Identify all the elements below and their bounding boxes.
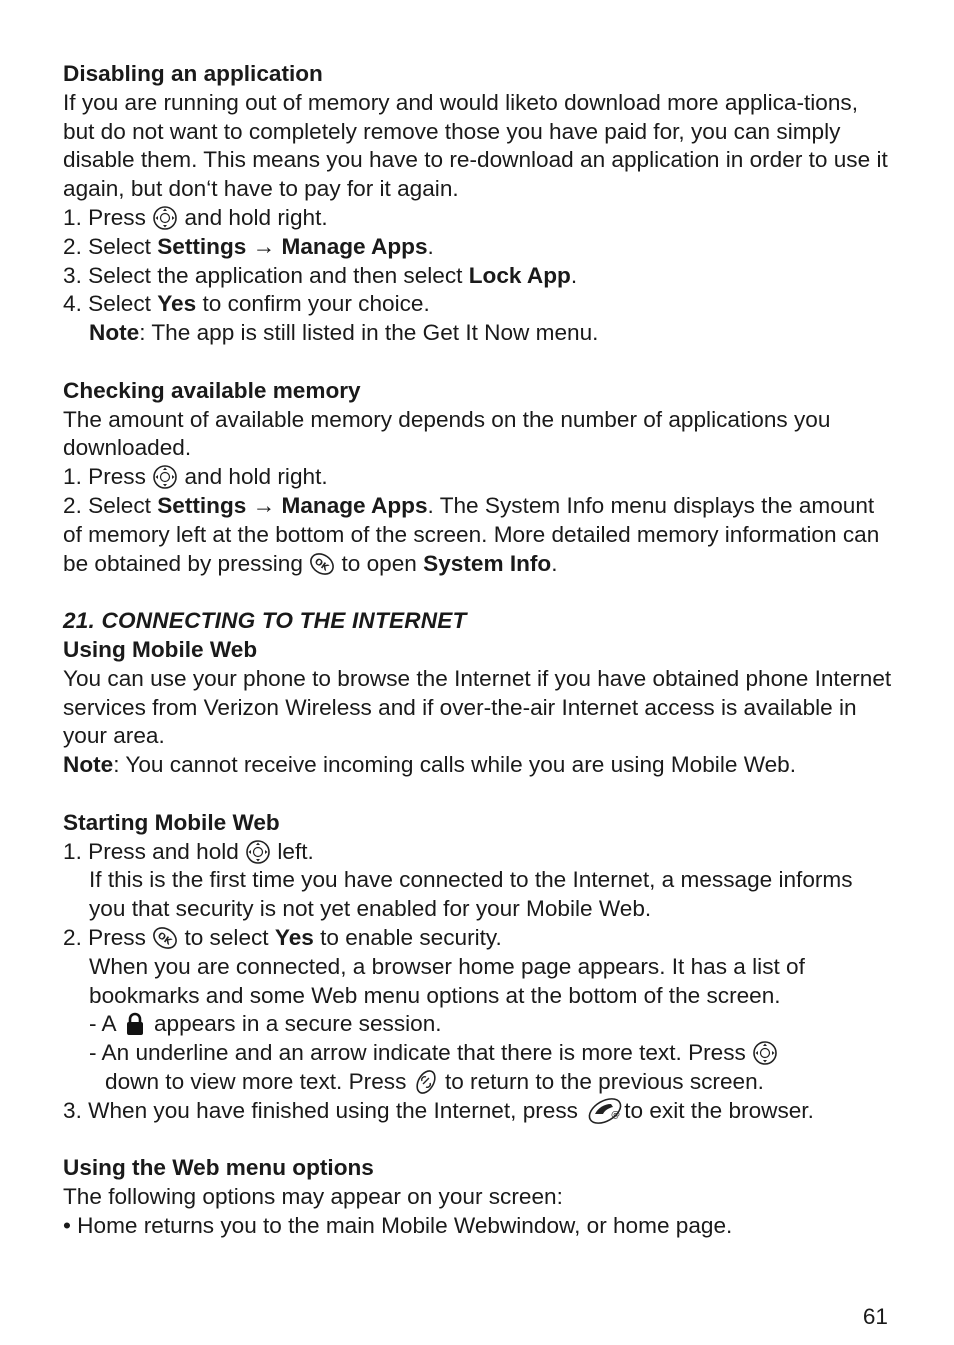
svg-text:OK: OK <box>155 930 174 948</box>
step-text: . <box>570 262 578 288</box>
bullet-more-text-cont <box>63 1068 893 1097</box>
step-text: 3. When you have finished using the Internet, press <box>63 1097 578 1123</box>
note-disabling <box>63 319 893 348</box>
step-text: to select <box>184 924 269 950</box>
arrow-icon: → <box>252 233 276 259</box>
step-2-disabling <box>63 233 893 262</box>
lock-icon <box>122 1011 148 1037</box>
step-4-disabling <box>63 290 893 319</box>
ok-key-icon <box>309 551 335 577</box>
section-heading-memory: Checking available memory <box>63 377 361 403</box>
nav-key-icon <box>152 205 178 231</box>
manual-page <box>63 60 893 1241</box>
note-label: Note <box>89 320 140 346</box>
step-text: 2. Press <box>63 924 146 950</box>
step-text: 1. Press <box>63 204 146 230</box>
paragraph-mobile-web: You can use your phone to browse the Internet if you have obtained phone Internet services from Verizon Wireless and if over-the-air Internet access is available in your area. <box>63 665 892 749</box>
step-text: 2. Select <box>63 233 151 259</box>
step-text: . <box>551 550 558 576</box>
bullet-text: appears in a secure session. <box>153 1011 442 1037</box>
paragraph-web-menu: The following options may appear on your screen: <box>63 1184 563 1210</box>
step-text: left. <box>277 838 314 864</box>
menu-settings: Settings <box>157 492 247 518</box>
svg-text:@: @ <box>611 1109 621 1120</box>
step-2-memory <box>63 492 893 578</box>
section-heading-disabling: Disabling an application <box>63 61 323 86</box>
step-2-starting <box>63 924 893 953</box>
step-text: 1. Press <box>63 464 146 490</box>
ok-key-icon <box>152 925 178 951</box>
bullet-home: • Home returns you to the main Mobile Webwindow, or home page. <box>63 1212 733 1238</box>
arrow-icon: → <box>252 492 276 518</box>
step-text: 3. Select the application and then select <box>63 262 463 288</box>
menu-manage-apps: Manage Apps <box>281 233 428 259</box>
bullet-secure-session <box>63 1010 893 1039</box>
bullet-text: to return to the previous screen. <box>444 1068 764 1094</box>
nav-key-icon <box>752 1040 778 1066</box>
step-3-disabling <box>63 262 893 291</box>
note-text: : You cannot receive incoming calls while you are using Mobile Web. <box>113 752 797 778</box>
step-text: to confirm your choice. <box>202 291 430 317</box>
step-text: . The System Info menu displays the amount of memory left at the bottom of the screen. More detailed memory information can be obtained by pressing <box>63 492 880 576</box>
step-text: and hold right. <box>184 464 328 490</box>
nav-key-icon <box>245 839 271 865</box>
step-2-detail: When you are connected, a browser home page appears. It has a list of bookmarks and some Web menu options at the bottom of the screen. <box>89 953 805 1008</box>
step-text: to enable security. <box>320 924 502 950</box>
menu-settings: Settings <box>157 233 247 259</box>
step-1-starting <box>63 838 893 867</box>
step-text: . <box>427 233 434 259</box>
note-mobile-web <box>63 751 893 780</box>
nav-key-icon <box>152 464 178 490</box>
end-key-icon <box>584 1098 624 1124</box>
note-label: Note <box>63 752 114 778</box>
option-yes: Yes <box>157 291 197 317</box>
bullet-text: down to view more text. Press <box>105 1068 407 1094</box>
bullet-text: - An underline and an arrow indicate that there is more text. Press <box>89 1040 746 1066</box>
page-number: 61 <box>862 1304 888 1329</box>
step-3-starting <box>63 1097 893 1126</box>
bullet-more-text <box>63 1039 893 1068</box>
step-text: 4. Select <box>63 291 151 317</box>
menu-system-info: System Info <box>423 550 552 576</box>
step-text: and hold right. <box>184 204 328 230</box>
chapter-heading: 21. CONNECTING TO THE INTERNET <box>63 608 467 634</box>
section-heading-mobile-web: Using Mobile Web <box>63 636 258 662</box>
option-yes: Yes <box>274 924 314 950</box>
section-heading-web-menu: Using the Web menu options <box>63 1155 374 1181</box>
step-text: to open <box>341 550 417 576</box>
clear-key-icon <box>413 1069 439 1095</box>
menu-manage-apps: Manage Apps <box>281 492 428 518</box>
paragraph-memory: The amount of available memory depends on the number of applications you downloaded. <box>63 406 831 461</box>
step-text: 1. Press and hold <box>63 838 239 864</box>
bullet-text: - A <box>89 1011 116 1037</box>
section-heading-starting: Starting Mobile Web <box>63 809 280 835</box>
menu-lock-app: Lock App <box>468 262 571 288</box>
svg-text:OK: OK <box>312 556 331 574</box>
note-text: : The app is still listed in the Get It Now menu. <box>139 320 599 346</box>
step-1-disabling <box>63 204 893 233</box>
step-1-detail: If this is the first time you have connected to the Internet, a message informs you that security is not yet enabled for your Mobile Web. <box>89 867 853 922</box>
step-1-memory <box>63 463 893 492</box>
step-text: to exit the browser. <box>624 1097 814 1123</box>
paragraph-disabling: If you are running out of memory and would liketo download more applica-tions, but do not want to completely remove those you have paid for, you can simply disable them. This means you have to re-download an application in order to use it again, but don‘t have to pay for it again. <box>63 89 888 202</box>
step-text: 2. Select <box>63 492 151 518</box>
